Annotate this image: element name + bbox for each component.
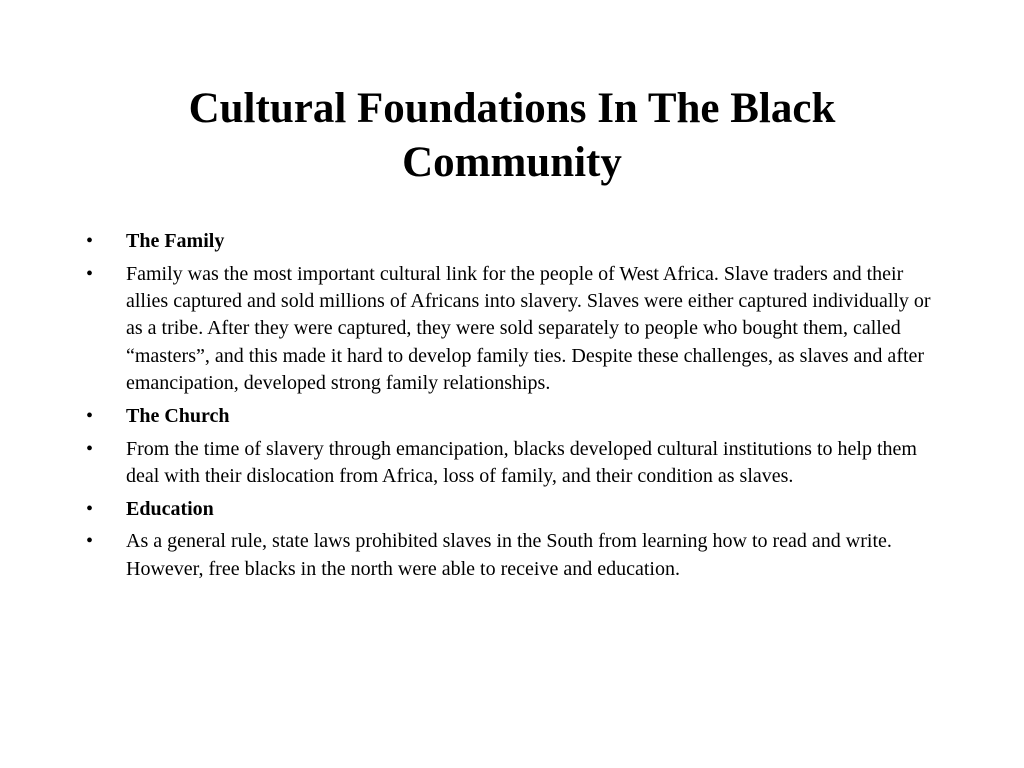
bullet-heading-church: The Church xyxy=(126,404,230,427)
bullet-heading-education: Education xyxy=(126,497,214,520)
bullet-item-education-heading xyxy=(86,496,946,523)
bullet-icon: • xyxy=(86,497,94,520)
bullet-item-church-body xyxy=(86,436,946,491)
bullet-icon: • xyxy=(86,230,94,252)
bullet-icon: • xyxy=(86,530,94,553)
bullet-heading-family: The Family xyxy=(126,230,225,252)
slide-title: Cultural Foundations In The Black Community xyxy=(188,85,836,186)
bullet-icon: • xyxy=(86,437,94,460)
bullet-item-church-heading xyxy=(86,403,946,430)
bullet-list xyxy=(86,228,946,589)
bullet-item-family-body xyxy=(86,261,946,397)
bullet-text-education: As a general rule, state laws prohibited slaves in the South from learning how to read and write. However, free blacks in the north were able to receive and education. xyxy=(126,530,892,580)
bullet-text-church: From the time of slavery through emancipation, blacks developed cultural institutions to help them deal with their dislocation from Africa, loss of family, and their condition as slaves. xyxy=(126,437,917,487)
bullet-text-family: Family was the most important cultural link for the people of West Africa. Slave traders and their allies captured and sold millions of Africans into slavery. Slaves were either captured individually or as a tribe. After they were captured, they were sold separately to people who bought them, called “masters”, and this made it hard to develop family ties. Despite these challenges, as slaves and after emancipation, developed strong family relationships. xyxy=(126,262,931,394)
bullet-item-family-heading xyxy=(86,228,946,255)
bullet-item-education-body xyxy=(86,528,946,583)
bullet-icon: • xyxy=(86,404,94,427)
bullet-icon: • xyxy=(86,262,94,285)
